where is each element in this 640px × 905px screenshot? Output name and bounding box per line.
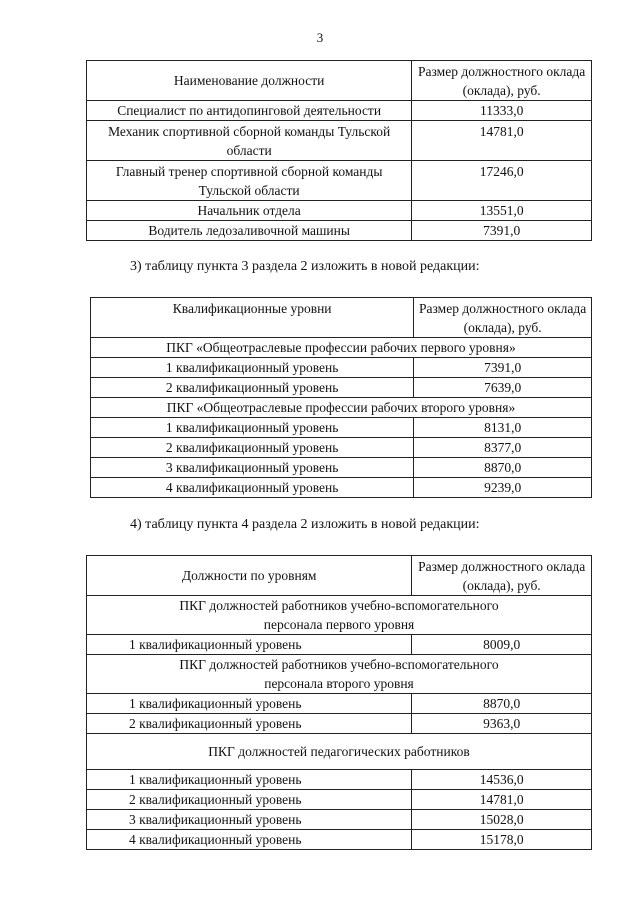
level-name: 2 квалификационный уровень	[91, 378, 414, 398]
salary-value: 9363,0	[412, 714, 592, 734]
salary-value: 7391,0	[414, 358, 592, 378]
positions-by-levels-table	[86, 555, 592, 850]
group-row	[87, 734, 592, 770]
salary-value: 9239,0	[414, 478, 592, 498]
salary-value: 14536,0	[412, 770, 592, 790]
salary-value: 8009,0	[412, 635, 592, 655]
salary-value: 8870,0	[414, 458, 592, 478]
level-name: 4 квалификационный уровень	[91, 478, 414, 498]
table-row	[91, 378, 592, 398]
header-salary-size: Размер должностного оклада (оклада), руб.	[412, 556, 592, 596]
table-row	[87, 790, 592, 810]
table-row	[91, 438, 592, 458]
table-row	[87, 810, 592, 830]
positions-salary-table	[86, 60, 592, 241]
salary-value: 8131,0	[414, 418, 592, 438]
level-name: 2 квалификационный уровень	[87, 714, 412, 734]
header-salary-size: Размер должностного оклада (оклада), руб.	[412, 61, 592, 101]
table-row	[87, 694, 592, 714]
salary-value: 15178,0	[412, 830, 592, 850]
table-row	[87, 714, 592, 734]
salary-value: 17246,0	[412, 161, 592, 201]
table-row	[87, 101, 592, 121]
table-row	[91, 418, 592, 438]
page-number: 3	[316, 30, 324, 45]
level-name: 1 квалификационный уровень	[91, 358, 414, 378]
qualification-levels-table	[90, 297, 592, 498]
position-name: Специалист по антидопинговой деятельности	[87, 101, 412, 121]
position-name: Начальник отдела	[87, 201, 412, 221]
group-row	[91, 398, 592, 418]
table-header-row	[87, 61, 592, 101]
header-position-name: Наименование должности	[87, 61, 412, 101]
table-header-row	[91, 298, 592, 338]
level-name: 1 квалификационный уровень	[87, 635, 412, 655]
salary-value: 14781,0	[412, 790, 592, 810]
level-name: 1 квалификационный уровень	[87, 694, 412, 714]
level-name: 4 квалификационный уровень	[87, 830, 412, 850]
header-positions-by-levels: Должности по уровням	[87, 556, 412, 596]
salary-value: 7391,0	[412, 221, 592, 241]
level-name: 3 квалификационный уровень	[87, 810, 412, 830]
level-name: 3 квалификационный уровень	[91, 458, 414, 478]
group-title: ПКГ должностей работников учебно-вспомогательного персонала первого уровня	[87, 596, 592, 635]
table-row	[87, 221, 592, 241]
group-title: ПКГ «Общеотраслевые профессии рабочих первого уровня»	[91, 338, 592, 358]
table-row	[91, 358, 592, 378]
table-row	[91, 478, 592, 498]
paragraph-item-3: 3) таблицу пункта 3 раздела 2 изложить в новой редакции:	[130, 259, 480, 274]
group-title: ПКГ «Общеотраслевые профессии рабочих второго уровня»	[91, 398, 592, 418]
group-title: ПКГ должностей педагогических работников	[87, 734, 592, 770]
group-row	[91, 338, 592, 358]
table-row	[87, 635, 592, 655]
salary-value: 8870,0	[412, 694, 592, 714]
table-row	[87, 770, 592, 790]
salary-value: 7639,0	[414, 378, 592, 398]
salary-value: 13551,0	[412, 201, 592, 221]
table-row	[87, 121, 592, 161]
salary-value: 8377,0	[414, 438, 592, 458]
salary-value: 14781,0	[412, 121, 592, 161]
group-row	[87, 596, 592, 635]
salary-value: 11333,0	[412, 101, 592, 121]
salary-value: 15028,0	[412, 810, 592, 830]
group-row	[87, 655, 592, 694]
level-name: 1 квалификационный уровень	[87, 770, 412, 790]
header-salary-size: Размер должностного оклада (оклада), руб.	[414, 298, 592, 338]
position-name: Водитель ледозаливочной машины	[87, 221, 412, 241]
header-qualification-levels: Квалификационные уровни	[91, 298, 414, 338]
level-name: 1 квалификационный уровень	[91, 418, 414, 438]
table-row	[87, 161, 592, 201]
table-row	[87, 830, 592, 850]
position-name: Механик спортивной сборной команды Тульской области	[87, 121, 412, 161]
level-name: 2 квалификационный уровень	[91, 438, 414, 458]
level-name: 2 квалификационный уровень	[87, 790, 412, 810]
position-name: Главный тренер спортивной сборной команды Тульской области	[87, 161, 412, 201]
table-row	[87, 201, 592, 221]
table-header-row	[87, 556, 592, 596]
group-title: ПКГ должностей работников учебно-вспомогательного персонала второго уровня	[87, 655, 592, 694]
table-row	[91, 458, 592, 478]
paragraph-item-4: 4) таблицу пункта 4 раздела 2 изложить в новой редакции:	[130, 517, 480, 532]
